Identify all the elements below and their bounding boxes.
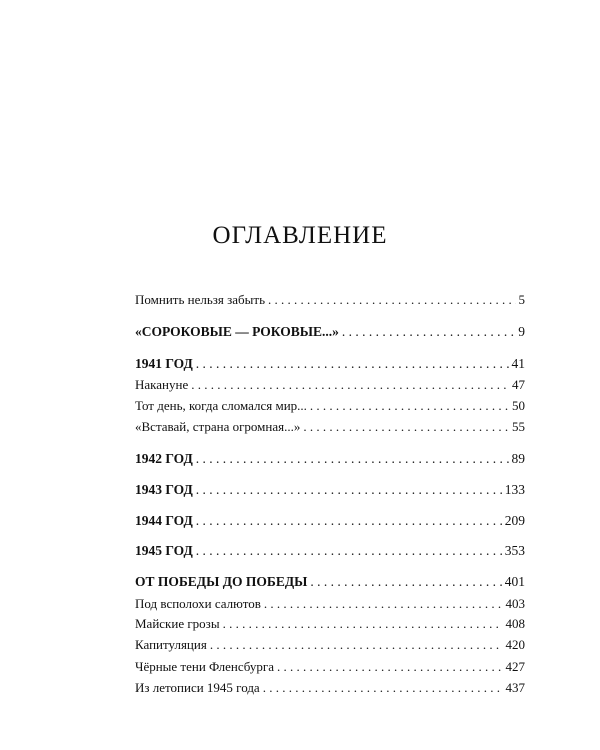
toc-entry-page: 9 (518, 324, 525, 339)
toc-entry-label: Помнить нельзя забыть (135, 292, 266, 307)
toc-entry-page: 209 (504, 513, 525, 528)
dot-leader (263, 680, 503, 696)
toc-entry-label: Из летописи 1945 года (135, 680, 260, 695)
toc-entry-label: 1945 ГОД (135, 543, 193, 558)
dot-leader (196, 482, 502, 498)
dot-leader (196, 543, 502, 559)
toc-entry (135, 513, 525, 529)
toc-entry (135, 356, 525, 372)
toc-entry (135, 451, 525, 467)
toc-entry (135, 398, 525, 414)
toc-entry (135, 377, 525, 393)
toc-entry-label: 1943 ГОД (135, 482, 193, 497)
dot-leader (303, 419, 509, 435)
toc-entry-page: 47 (512, 377, 525, 392)
toc-entry-page: 41 (511, 356, 525, 371)
toc-entry-label: Чёрные тени Фленсбурга (135, 659, 275, 674)
toc-entry-page: 408 (505, 616, 525, 631)
dot-leader (310, 574, 501, 590)
toc-entry (135, 574, 525, 590)
toc-entry (135, 324, 525, 340)
toc-entry-label: 1944 ГОД (135, 513, 193, 528)
toc-entry-page: 89 (511, 451, 525, 466)
page-title: ОГЛАВЛЕНИЕ (212, 222, 388, 249)
toc-entry-label: 1942 ГОД (135, 451, 193, 466)
toc-entry-page: 55 (512, 419, 525, 434)
toc-entry-page: 133 (504, 482, 525, 497)
toc-entry-label: Накануне (135, 377, 189, 392)
toc-entry-page: 427 (505, 659, 525, 674)
toc-entry (135, 659, 525, 675)
toc-entry-label: Капитуляция (135, 637, 207, 652)
dot-leader (310, 398, 509, 414)
dot-leader (223, 616, 503, 632)
toc-entry-label: Майские грозы (135, 616, 220, 631)
dot-leader (196, 513, 502, 529)
toc-entry-label: Под всполохи салютов (135, 596, 261, 611)
toc-entry-label: 1941 ГОД (135, 356, 193, 371)
dot-leader (277, 659, 502, 675)
toc-entry-page: 437 (505, 680, 525, 695)
toc-entry-page: 403 (505, 596, 525, 611)
toc-entry (135, 637, 525, 653)
toc-entry-label: Тот день, когда сломался мир... (135, 398, 307, 413)
dot-leader (191, 377, 509, 393)
toc-entry-page: 353 (504, 543, 525, 558)
toc-entry (135, 616, 525, 632)
toc-entry-page: 5 (518, 292, 525, 307)
dot-leader (342, 324, 515, 340)
toc-entry (135, 680, 525, 696)
toc-entry-page: 50 (512, 398, 525, 413)
toc-entry-label: «Вставай, страна огромная...» (135, 419, 301, 434)
dot-leader (264, 596, 503, 612)
toc-entry-page: 401 (504, 574, 525, 589)
toc-entry-label: ОТ ПОБЕДЫ ДО ПОБЕДЫ (135, 574, 308, 589)
toc-entry-page: 420 (505, 637, 525, 652)
dot-leader (196, 356, 509, 372)
toc-entry (135, 543, 525, 559)
toc-entry (135, 482, 525, 498)
toc-entry (135, 596, 525, 612)
toc-entry (135, 419, 525, 435)
toc-entry (135, 292, 525, 308)
dot-leader (268, 292, 515, 308)
dot-leader (210, 637, 503, 653)
toc-entry-label: «СОРОКОВЫЕ — РОКОВЫЕ...» (135, 324, 339, 339)
dot-leader (196, 451, 509, 467)
